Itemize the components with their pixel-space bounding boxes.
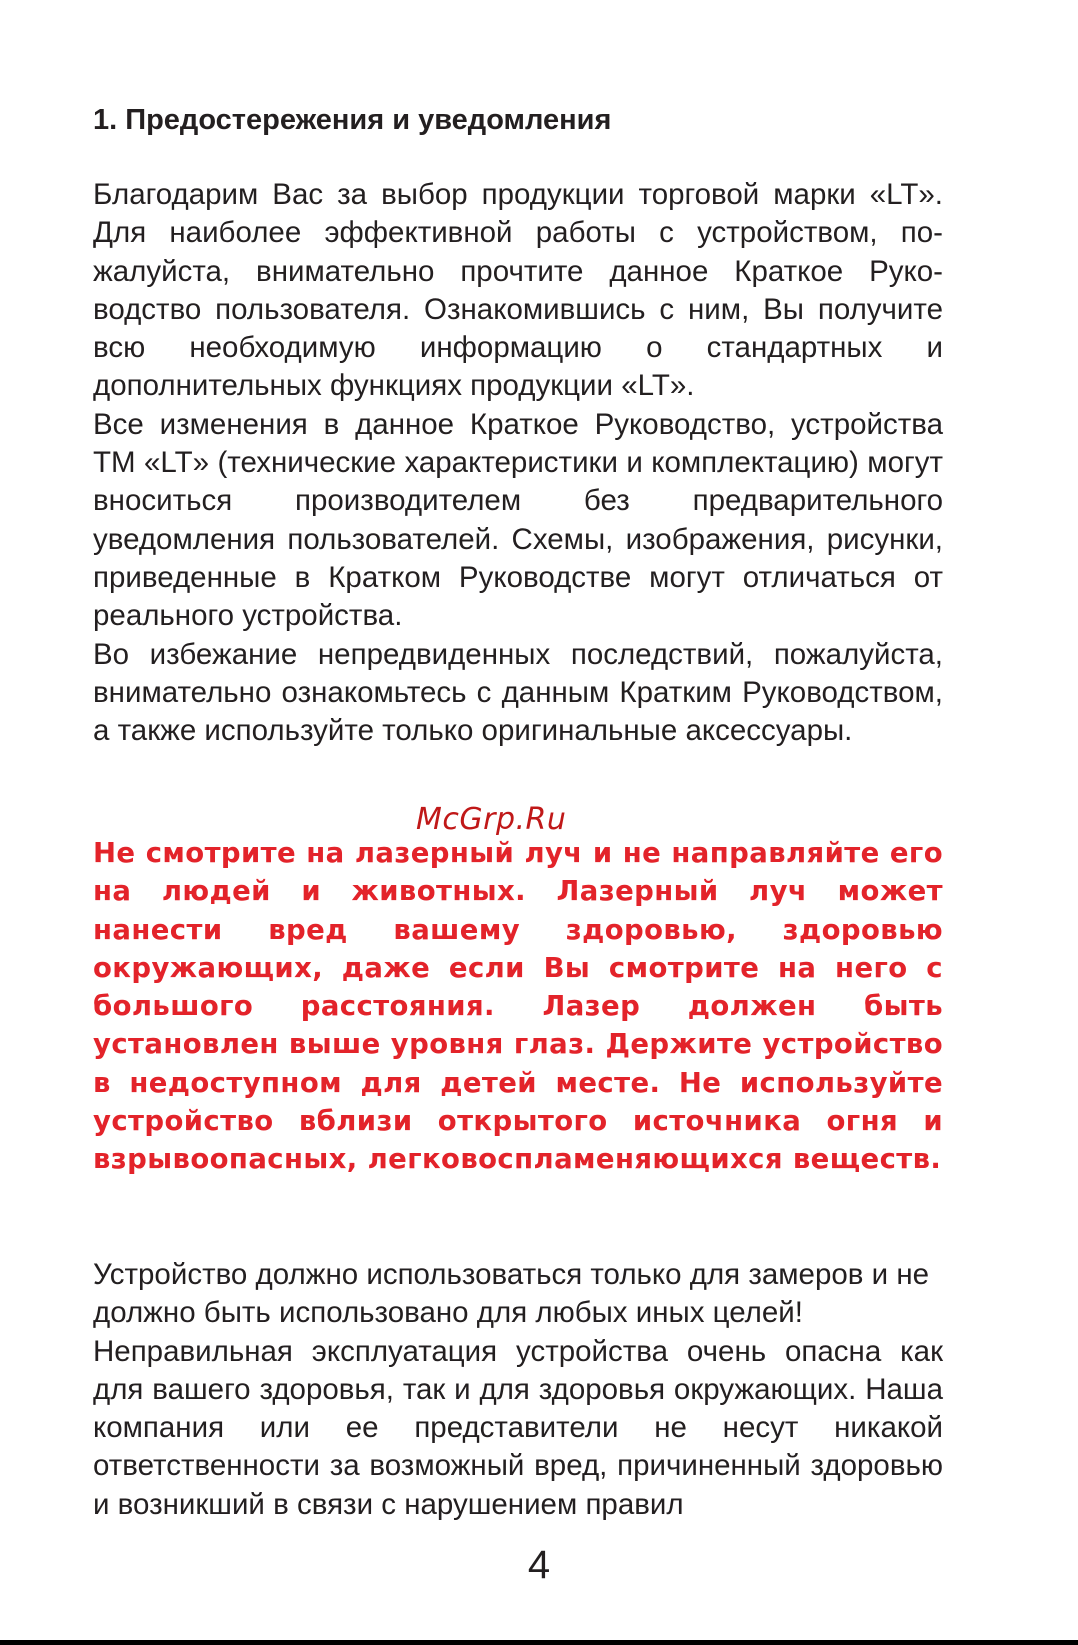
laser-warning: Не смотрите на лазерный луч и не направляйте его на людей и животных. Лазерный луч может нанести вред вашему здоровью, здоровью окружающих, даже если Вы смотрите на него с большого расстояния. Лазер должен быть установлен выше уровня глаз. Держите устройство в недоступном для детей месте. Не используйте устройство вблизи открытого источника огня и взрывоопасных, легковоспламеняющихся веществ. — [93, 837, 943, 1176]
changes-paragraph: Все изменения в данное Краткое Руководство, устройства ТМ «LT» (технические характеристики и комплектацию) могут вноситься производителем без предварительного уведомления пользователей. Схемы, изображения, рисунки, приведенные в Кратком Руководстве могут отличаться от реального устройства. — [93, 407, 943, 633]
usage-section — [93, 1256, 943, 1524]
section-title: 1. Предостережения и уведомления — [93, 104, 612, 136]
precaution-paragraph: Во избежание непредвиденных последствий, пожалуйста, внимательно ознакомьтесь с данным Кратким Руководством, а также используйте только оригинальные аксессуары. — [93, 637, 943, 748]
liability-paragraph: Неправильная эксплуатация устройства очень опасна как для вашего здоровья, так и для здоровья окружающих. Наша компания или ее представители не несут никакой ответственности за возможный вред, причиненный здоровью и возникший в связи с нарушением правил — [93, 1334, 943, 1521]
usage-paragraph: Устройство должно использоваться только для замеров и не должно быть использовано для любых иных целей! — [93, 1258, 930, 1330]
intro-section — [93, 100, 943, 750]
page-number: 4 — [527, 1543, 551, 1587]
bottom-rule — [0, 1640, 1078, 1645]
watermark: McGrp.Ru — [416, 802, 567, 837]
intro-paragraph: Благодарим Вас за выбор продукции торговой марки «LT». Для наиболее эффективной работы с устройством, пожалуйста, внимательно прочтите данное Краткое Руководство пользователя. Ознакомившись с ним, Вы получите всю необходимую информацию о стандартных и дополнительных функциях продукции «LT». — [93, 178, 943, 403]
